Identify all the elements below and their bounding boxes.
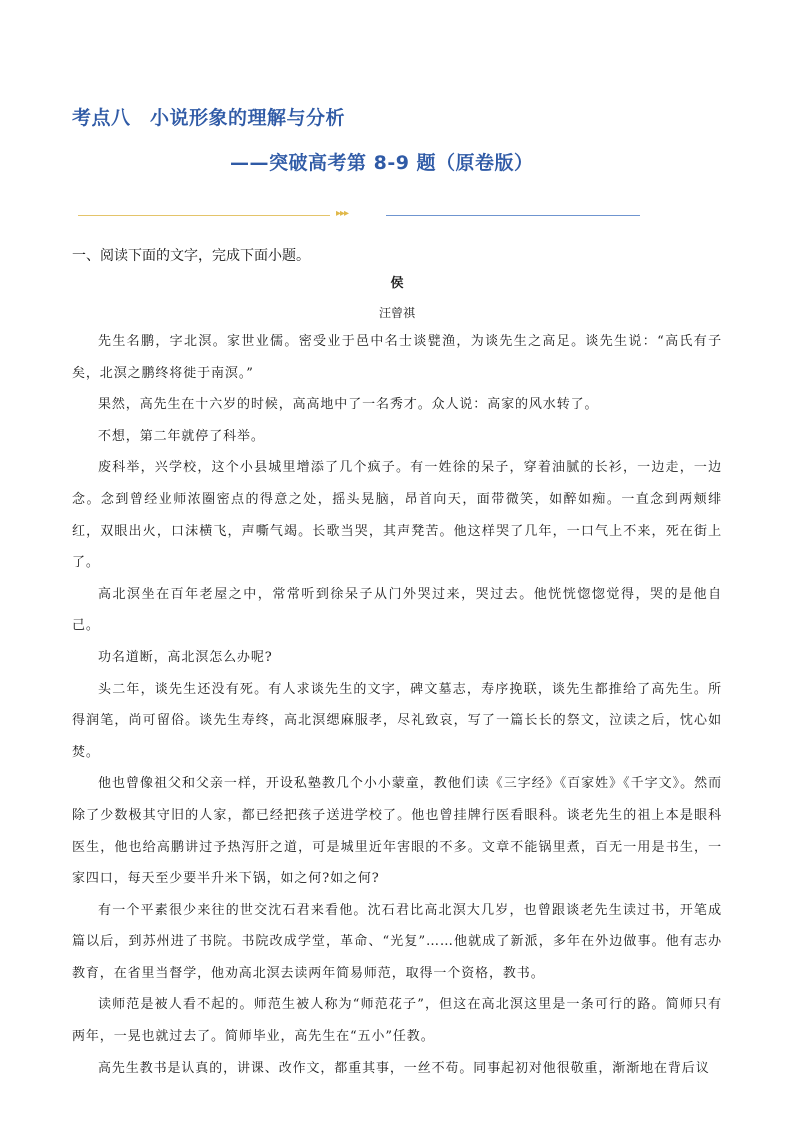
story-paragraph: 果然，高先生在十六岁的时候，高高地中了一名秀才。众人说：高家的风水转了。 bbox=[98, 397, 599, 413]
story-paragraph: 高北溟坐在百年老屋之中，常常听到徐呆子从门外哭过来，哭过去。他恍恍惚惚觉得，哭的是他自己。 bbox=[72, 586, 722, 634]
story-paragraph: 他也曾像祖父和父亲一样，开设私塾教几个小小蒙童，教他们读《三字经》《百家姓》《千字文》。然而除了少数极其守旧的人家，都已经把孩子送进学校了。他也曾挂牌行医看眼科。谈老先生的祖上本是眼科医生，他也给高鹏讲过予热泻肝之道，可是城里近年害眼的不多。文章不能锅里煮，百无一用是书生，一家四口，每天至少要半升米下锅，如之何?如之何? bbox=[72, 776, 722, 887]
story-author: 汪曾祺 bbox=[378, 306, 415, 320]
story-paragraph: 读师范是被人看不起的。师范生被人称为“师范花子”，但这在高北溟这里是一条可行的路。简师只有两年，一晃也就过去了。简师毕业，高先生在“五小”任教。 bbox=[72, 997, 722, 1045]
story-paragraph: 功名道断，高北溟怎么办呢? bbox=[98, 649, 273, 665]
section-instruction: 一、阅读下面的文字，完成下面小题。 bbox=[72, 248, 310, 264]
story-paragraph: 高先生教书是认真的，讲课、改作文，都重其事，一丝不苟。同事起初对他很敬重，渐渐地在背后议 bbox=[98, 1060, 710, 1076]
story-title: 侯 bbox=[390, 276, 404, 291]
divider-line-right bbox=[386, 215, 640, 216]
decorative-divider bbox=[78, 208, 640, 222]
story-paragraph: 不想，第二年就停了科举。 bbox=[98, 428, 265, 444]
triple-arrow-icon: ▸▸▸ bbox=[336, 208, 349, 219]
story-body bbox=[72, 326, 722, 1084]
divider-line-left bbox=[78, 215, 330, 216]
story-paragraph: 头二年，谈先生还没有死。有人求谈先生的文字，碑文墓志，寿序挽联，谈先生都推给了高先生。所得润笔，尚可留俗。谈先生寿终，高北溟缌麻服孝，尽礼致哀，写了一篇长长的祭文，泣读之后，忱心如焚。 bbox=[72, 681, 722, 760]
story-paragraph: 废科举，兴学校，这个小县城里增添了几个疯子。有一姓徐的呆子，穿着油腻的长衫，一边走，一边念。念到曾经业师浓圈密点的得意之处，摇头晃脑，昂首向天，面带微笑，如醉如痴。一直念到两颊绯红，双眼出火，口沫横飞，声嘶气竭。长歌当哭，其声凳苦。他这样哭了几年，一口气上不来，死在街上了。 bbox=[72, 460, 722, 571]
page-title: 考点八 小说形象的理解与分析 bbox=[72, 107, 346, 129]
page-subtitle: ——突破高考第 8-9 题（原卷版） bbox=[230, 152, 534, 174]
story-paragraph: 先生名鹏，字北溟。家世业儒。密受业于邑中名士谈甓渔，为谈先生之高足。谈先生说：“高氏有子矣，北溟之鹏终将徙于南溟。” bbox=[72, 334, 722, 381]
story-paragraph: 有一个平素很少来往的世交沈石君来看他。沈石君比高北溟大几岁，也曾跟谈老先生读过书，开笔成篇以后，到苏州进了书院。书院改成学堂，革命、“光复”……他就成了新派，多年在外边做事。他有志办教育，在省里当督学，他劝高北溟去读两年简易师范，取得一个资格，教书。 bbox=[72, 902, 722, 981]
